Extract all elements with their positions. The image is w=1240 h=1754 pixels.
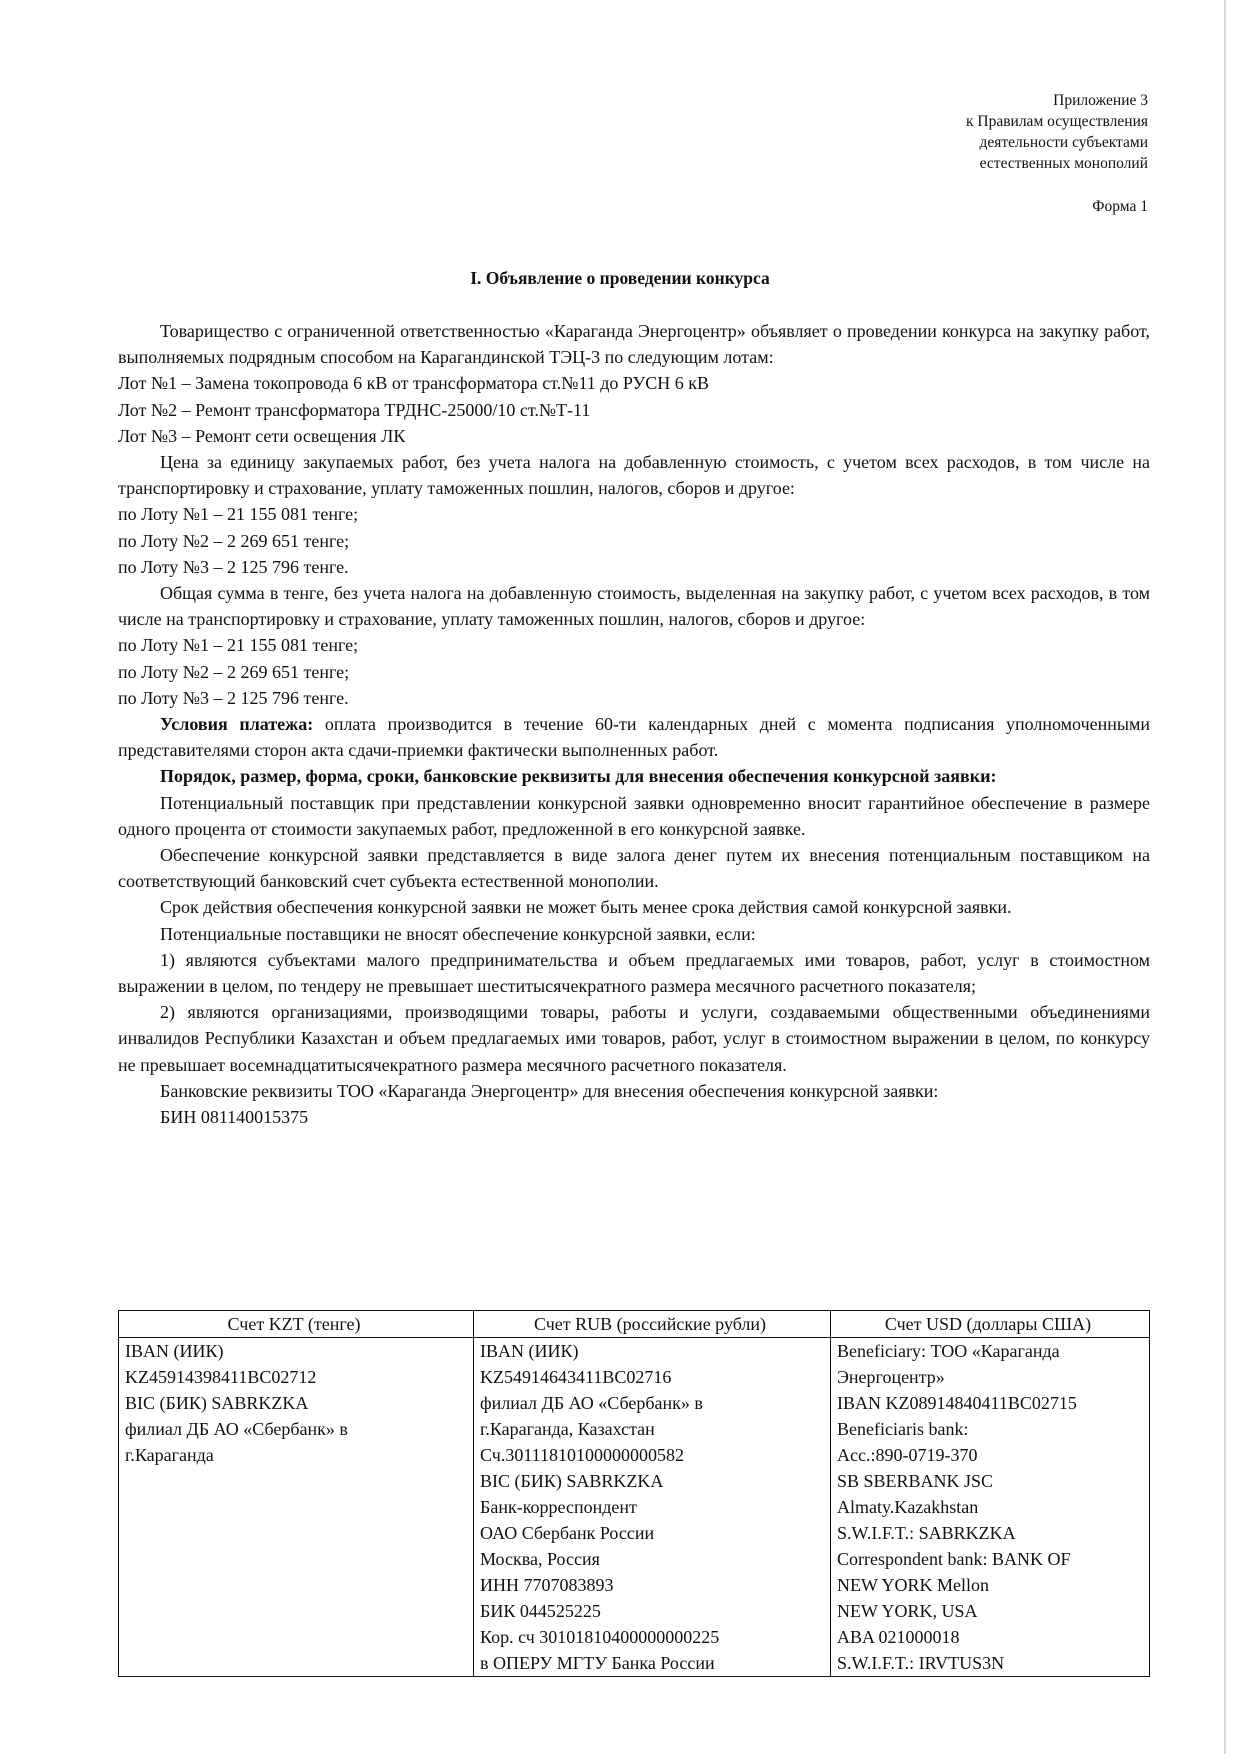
header-rub: Счет RUB (российские рубли) [474, 1311, 831, 1338]
usd-line: Beneficiary: ТОО «Караганда [837, 1341, 1060, 1361]
rub-cell [474, 1338, 831, 1677]
rub-line: ОАО Сбербанк России [480, 1523, 655, 1543]
approval-line: к Правилам осуществления [965, 113, 1148, 130]
payment-paragraph [118, 711, 1150, 763]
usd-line: NEW YORK, USA [837, 1601, 978, 1621]
intro-paragraph: Товарищество с ограниченной ответственностью «Караганда Энергоцентр» объявляет о проведении конкурса на закупку работ, выполняемых подрядным способом на Карагандинской ТЭЦ-3 по следующим лотам: [118, 321, 1150, 368]
payment-label: Условия платежа: [160, 714, 314, 735]
rub-line: филиал ДБ АО «Сбербанк» в [480, 1393, 703, 1413]
document-body [118, 318, 1150, 1130]
security-heading [118, 763, 1150, 789]
header-kzt: Счет KZT (тенге) [119, 1311, 474, 1338]
usd-cell [831, 1338, 1150, 1677]
payment-text: оплата производится в течение 60-ти календарных дней с момента подписания уполномоченными представителями сторон акта сдачи-приемки фактически выполненных работ. [118, 714, 1150, 761]
rub-line: г.Караганда, Казахстан [480, 1419, 655, 1439]
table-header-row [119, 1311, 1150, 1338]
usd-line: ABA 021000018 [837, 1627, 960, 1647]
total-price-item: по Лоту №2 – 2 269 651 тенге; [118, 661, 350, 682]
rub-line: БИК 044525225 [480, 1601, 601, 1621]
rub-line: в ОПЕРУ МГТУ Банка России [480, 1653, 715, 1673]
bin-number: БИН 081140015375 [160, 1107, 309, 1128]
scan-edge-line [1224, 0, 1226, 1754]
rub-line: Москва, Россия [480, 1549, 600, 1569]
approval-line: деятельности субъектами [979, 134, 1148, 151]
rub-line: Сч.30111810100000000582 [480, 1445, 684, 1465]
usd-line: S.W.I.F.T.: SABRKZKA [837, 1523, 1016, 1543]
rub-line: IBAN (ИИК) [480, 1341, 579, 1361]
body-paragraph: Банковские реквизиты ТОО «Караганда Энергоцентр» для внесения обеспечения конкурсной заявки: [160, 1080, 939, 1101]
usd-line: Correspondent bank: BANK OF [837, 1549, 1071, 1569]
kzt-line: филиал ДБ АО «Сбербанк» в [125, 1419, 348, 1439]
usd-line: SB SBERBANK JSC [837, 1471, 994, 1491]
table-row [119, 1338, 1150, 1677]
unit-price-item: по Лоту №2 – 2 269 651 тенге; [118, 530, 350, 551]
approval-line: Приложение 3 [1053, 92, 1148, 109]
body-paragraph: Обеспечение конкурсной заявки представляется в виде залога денег путем их внесения потенциальным поставщиком на соответствующий банковский счет субъекта естественной монополии. [118, 845, 1150, 892]
rub-line: KZ54914643411BC02716 [480, 1367, 672, 1387]
approval-block [966, 90, 1148, 174]
kzt-line: BIC (БИК) SABRKZKA [125, 1393, 309, 1413]
usd-line: Acc.:890-0719-370 [837, 1445, 978, 1465]
bank-details-table [118, 1310, 1150, 1677]
kzt-line: г.Караганда [125, 1445, 214, 1465]
rub-line: ИНН 7707083893 [480, 1575, 614, 1595]
lot-item: Лот №3 – Ремонт сети освещения ЛК [118, 425, 406, 446]
body-paragraph: Потенциальные поставщики не вносят обеспечение конкурсной заявки, если: [160, 923, 756, 944]
lot-item: Лот №1 – Замена токопровода 6 кВ от трансформатора ст.№11 до РУСН 6 кВ [118, 373, 709, 394]
total-price-item: по Лоту №3 – 2 125 796 тенге. [118, 687, 349, 708]
usd-line: Энергоцентр» [837, 1367, 945, 1387]
rub-line: BIC (БИК) SABRKZKA [480, 1471, 664, 1491]
unit-price-paragraph: Цена за единицу закупаемых работ, без учета налога на добавленную стоимость, с учетом всех расходов, в том числе на транспортировку и страхование, уплату таможенных пошлин, налогов, сборов и другое: [118, 452, 1150, 499]
form-label: Форма 1 [1092, 198, 1148, 215]
total-paragraph: Общая сумма в тенге, без учета налога на добавленную стоимость, выделенная на закупку работ, с учетом всех расходов, в том числе на транспортировку и страхование, уплату таможенных пошлин, налогов, сборов и другое: [118, 583, 1150, 630]
usd-line: Beneficiaris bank: [837, 1419, 969, 1439]
security-heading-text: Порядок, размер, форма, сроки, банковские реквизиты для внесения обеспечения конкурсной заявки: [160, 766, 997, 787]
total-price-item: по Лоту №1 – 21 155 081 тенге; [118, 635, 359, 656]
approval-line: естественных монополий [979, 155, 1148, 172]
usd-line: Almaty.Kazakhstan [837, 1497, 979, 1517]
usd-line: S.W.I.F.T.: IRVTUS3N [837, 1653, 1005, 1673]
body-paragraph: 2) являются организациями, производящими товары, работы и услуги, создаваемыми общественными объединениями инвалидов Республики Казахстан и объем предлагаемых ими товаров, работ, услуг в стоимостном выражении в целом, по конкурсу не превышает восемнадцатитысячекратного размера месячного расчетного показателя. [118, 1002, 1150, 1075]
document-title: I. Объявление о проведении конкурса [470, 268, 770, 288]
usd-line: NEW YORK Mellon [837, 1575, 989, 1595]
rub-line: Банк-корреспондент [480, 1497, 637, 1517]
kzt-line: IBAN (ИИК) [125, 1341, 224, 1361]
kzt-cell [119, 1338, 474, 1677]
body-paragraph: 1) являются субъектами малого предпринимательства и объем предлагаемых ими товаров, работ, услуг в стоимостном выражении в целом, по тендеру не превышает шеститысячекратного размера месячного расчетного показателя; [118, 949, 1150, 997]
usd-line: IBAN KZ08914840411BC02715 [837, 1393, 1077, 1413]
body-paragraph: Потенциальный поставщик при представлении конкурсной заявки одновременно вносит гарантийное обеспечение в размере одного процента от стоимости закупаемых работ, предложенной в его конкурсной заявке. [118, 792, 1150, 839]
header-usd: Счет USD (доллары США) [831, 1311, 1150, 1338]
kzt-line: KZ45914398411BC02712 [125, 1367, 317, 1387]
body-paragraph: Срок действия обеспечения конкурсной заявки не может быть менее срока действия самой конкурсной заявки. [160, 897, 1012, 918]
lot-item: Лот №2 – Ремонт трансформатора ТРДНС-25000/10 ст.№Т-11 [118, 399, 591, 420]
unit-price-item: по Лоту №1 – 21 155 081 тенге; [118, 504, 359, 525]
rub-line: Кор. сч 30101810400000000225 [480, 1627, 720, 1647]
unit-price-item: по Лоту №3 – 2 125 796 тенге. [118, 556, 349, 577]
